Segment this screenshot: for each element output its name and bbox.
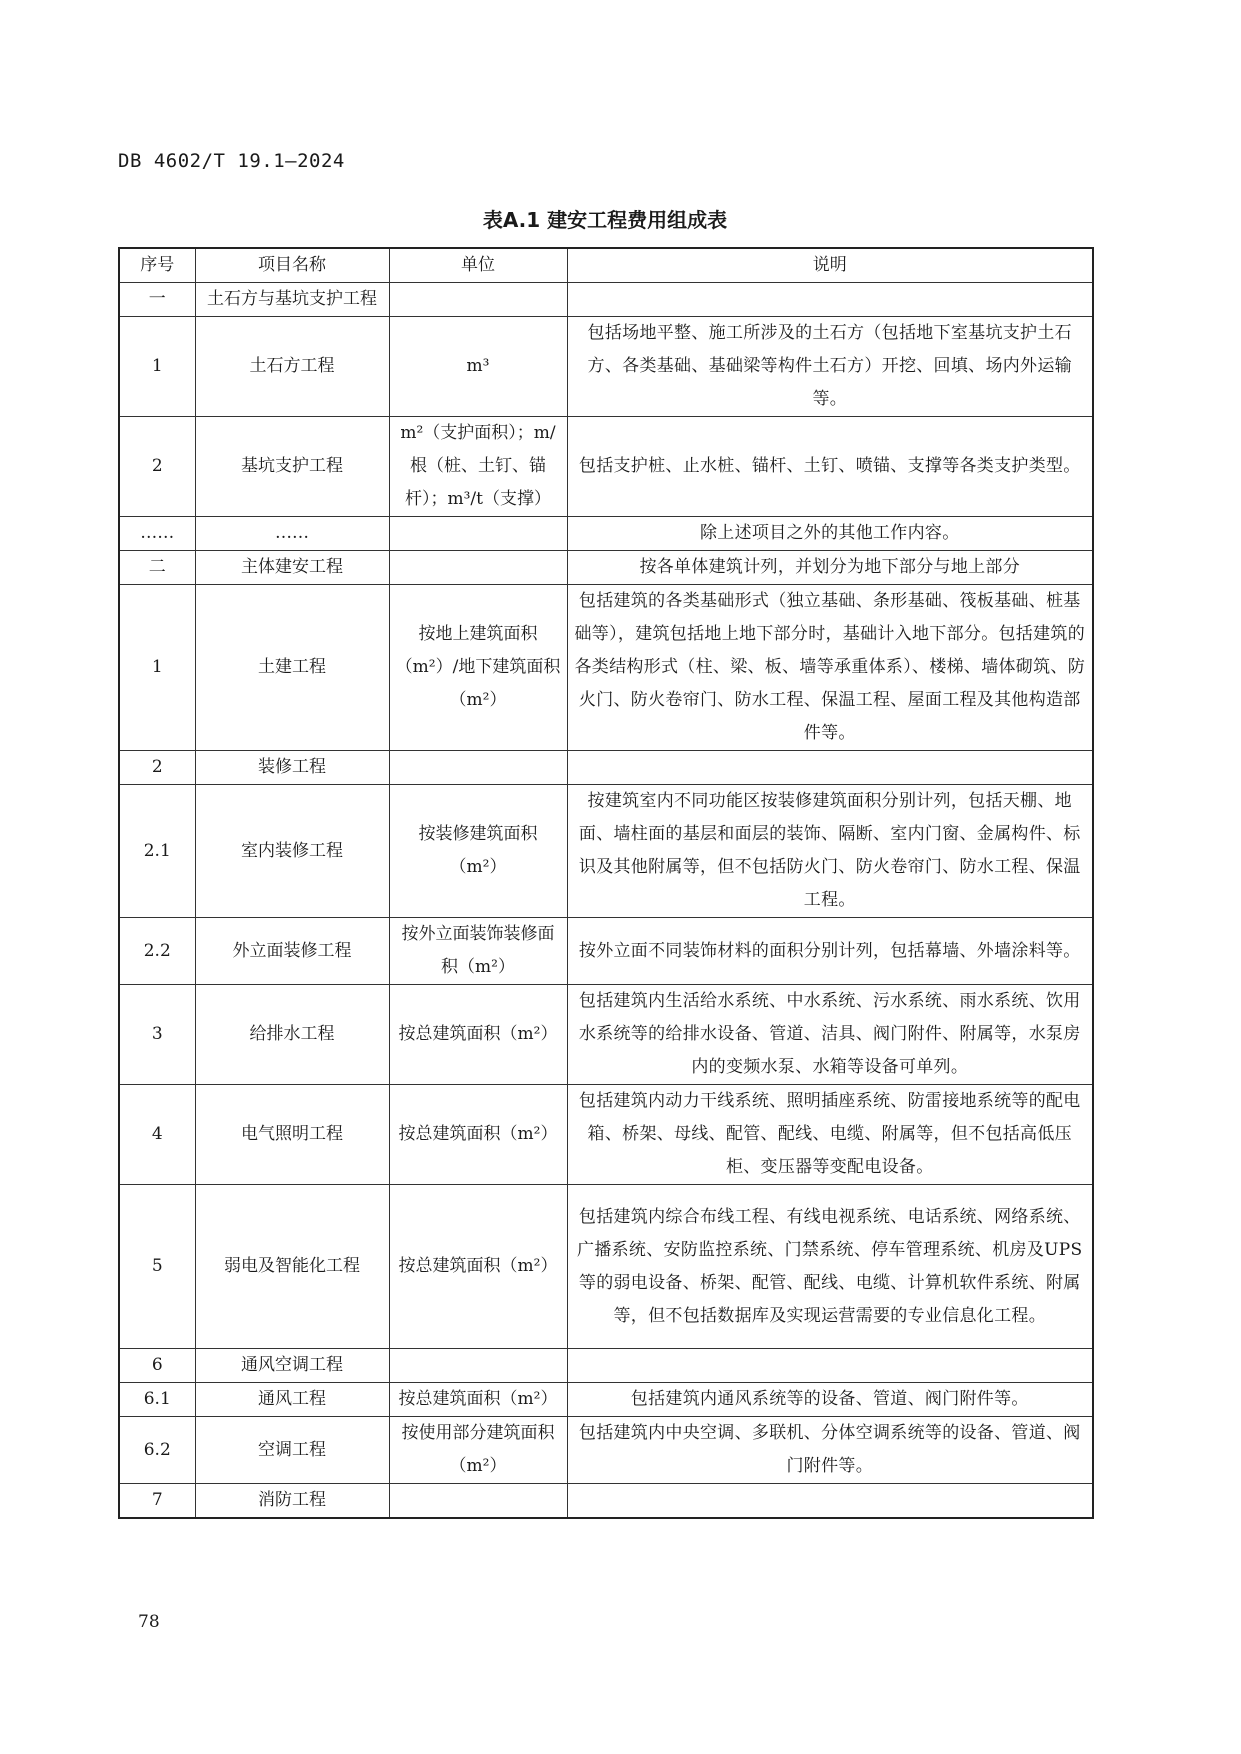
table-row: [119, 1417, 1093, 1484]
document-code: DB 4602/T 19.1—2024: [118, 150, 345, 172]
row-desc: 包括建筑内中央空调、多联机、分体空调系统等的设备、管道、阀门附件等。: [567, 1417, 1093, 1484]
row-unit: m²（支护面积）；m/根（桩、土钉、锚杆）；m³/t（支撑）: [389, 417, 567, 517]
row-unit: [389, 1349, 567, 1383]
row-desc: [567, 1484, 1093, 1519]
row-no: 1: [119, 317, 195, 417]
row-name: 土石方工程: [195, 317, 389, 417]
row-unit: [389, 751, 567, 785]
row-unit: [389, 517, 567, 551]
table-row: [119, 585, 1093, 751]
row-desc: [567, 1349, 1093, 1383]
row-name: 给排水工程: [195, 985, 389, 1085]
table-row: [119, 918, 1093, 985]
row-name: 土建工程: [195, 585, 389, 751]
row-desc: [567, 751, 1093, 785]
row-no: 2.1: [119, 785, 195, 918]
row-unit: 按总建筑面积（m²）: [389, 1185, 567, 1349]
row-no: 6.2: [119, 1417, 195, 1484]
row-name: 主体建安工程: [195, 551, 389, 585]
row-desc: 包括建筑内生活给水系统、中水系统、污水系统、雨水系统、饮用水系统等的给排水设备、管道、洁具、阀门附件、附属等，水泵房内的变频水泵、水箱等设备可单列。: [567, 985, 1093, 1085]
row-desc: 包括建筑内综合布线工程、有线电视系统、电话系统、网络系统、广播系统、安防监控系统、门禁系统、停车管理系统、机房及UPS等的弱电设备、桥架、配管、配线、电缆、计算机软件系统、附属等，但不包括数据库及实现运营需要的专业信息化工程。: [567, 1185, 1093, 1349]
row-desc: 包括支护桩、止水桩、锚杆、土钉、喷锚、支撑等各类支护类型。: [567, 417, 1093, 517]
row-name: ……: [195, 517, 389, 551]
row-no: 二: [119, 551, 195, 585]
row-desc: 按各单体建筑计列，并划分为地下部分与地上部分: [567, 551, 1093, 585]
row-no: 4: [119, 1085, 195, 1185]
row-unit: 按外立面装饰装修面积（m²）: [389, 918, 567, 985]
row-desc: 包括场地平整、施工所涉及的土石方（包括地下室基坑支护土石方、各类基础、基础梁等构件土石方）开挖、回填、场内外运输等。: [567, 317, 1093, 417]
row-desc: 包括建筑内通风系统等的设备、管道、阀门附件等。: [567, 1383, 1093, 1417]
row-name: 土石方与基坑支护工程: [195, 283, 389, 317]
table-row: [119, 1185, 1093, 1349]
row-unit: 按装修建筑面积（m²）: [389, 785, 567, 918]
table-row: [119, 317, 1093, 417]
row-desc: 包括建筑的各类基础形式（独立基础、条形基础、筏板基础、桩基础等），建筑包括地上地下部分时，基础计入地下部分。包括建筑的各类结构形式（柱、梁、板、墙等承重体系）、楼梯、墙体砌筑、防火门、防火卷帘门、防水工程、保温工程、屋面工程及其他构造部件等。: [567, 585, 1093, 751]
row-no: 1: [119, 585, 195, 751]
row-no: ……: [119, 517, 195, 551]
row-name: 空调工程: [195, 1417, 389, 1484]
table-row: [119, 417, 1093, 517]
row-desc: 按建筑室内不同功能区按装修建筑面积分别计列，包括天棚、地面、墙柱面的基层和面层的装饰、隔断、室内门窗、金属构件、标识及其他附属等，但不包括防火门、防火卷帘门、防水工程、保温工程。: [567, 785, 1093, 918]
table-row: [119, 283, 1093, 317]
row-no: 2: [119, 417, 195, 517]
row-unit: [389, 283, 567, 317]
table-row: [119, 1484, 1093, 1519]
row-name: 装修工程: [195, 751, 389, 785]
page-number: 78: [138, 1612, 160, 1632]
table-row: [119, 1085, 1093, 1185]
table-row: [119, 1383, 1093, 1417]
column-header-unit: 单位: [389, 248, 567, 283]
row-no: 3: [119, 985, 195, 1085]
row-no: 2: [119, 751, 195, 785]
row-desc: 除上述项目之外的其他工作内容。: [567, 517, 1093, 551]
table-row: [119, 551, 1093, 585]
row-unit: 按地上建筑面积（m²）/地下建筑面积（m²）: [389, 585, 567, 751]
row-name: 电气照明工程: [195, 1085, 389, 1185]
row-no: 一: [119, 283, 195, 317]
table-row: [119, 1349, 1093, 1383]
row-no: 6: [119, 1349, 195, 1383]
column-header-no: 序号: [119, 248, 195, 283]
row-unit: [389, 551, 567, 585]
row-name: 基坑支护工程: [195, 417, 389, 517]
column-header-name: 项目名称: [195, 248, 389, 283]
row-no: 2.2: [119, 918, 195, 985]
row-unit: 按总建筑面积（m²）: [389, 1383, 567, 1417]
row-name: 弱电及智能化工程: [195, 1185, 389, 1349]
row-name: 消防工程: [195, 1484, 389, 1519]
row-desc: 按外立面不同装饰材料的面积分别计列，包括幕墙、外墙涂料等。: [567, 918, 1093, 985]
table-row: [119, 785, 1093, 918]
fee-composition-table: [118, 247, 1094, 1519]
row-unit: [389, 1484, 567, 1519]
row-name: 通风工程: [195, 1383, 389, 1417]
row-name: 室内装修工程: [195, 785, 389, 918]
table-header-row: [119, 248, 1093, 283]
row-name: 外立面装修工程: [195, 918, 389, 985]
row-unit: m³: [389, 317, 567, 417]
row-unit: 按使用部分建筑面积（m²）: [389, 1417, 567, 1484]
row-unit: 按总建筑面积（m²）: [389, 985, 567, 1085]
row-no: 6.1: [119, 1383, 195, 1417]
column-header-desc: 说明: [567, 248, 1093, 283]
row-unit: 按总建筑面积（m²）: [389, 1085, 567, 1185]
row-desc: [567, 283, 1093, 317]
row-no: 7: [119, 1484, 195, 1519]
row-no: 5: [119, 1185, 195, 1349]
table-row: [119, 985, 1093, 1085]
table-row: [119, 751, 1093, 785]
table-title: 表A.1 建安工程费用组成表: [482, 208, 728, 232]
row-desc: 包括建筑内动力干线系统、照明插座系统、防雷接地系统等的配电箱、桥架、母线、配管、配线、电缆、附属等，但不包括高低压柜、变压器等变配电设备。: [567, 1085, 1093, 1185]
row-name: 通风空调工程: [195, 1349, 389, 1383]
table-row: [119, 517, 1093, 551]
